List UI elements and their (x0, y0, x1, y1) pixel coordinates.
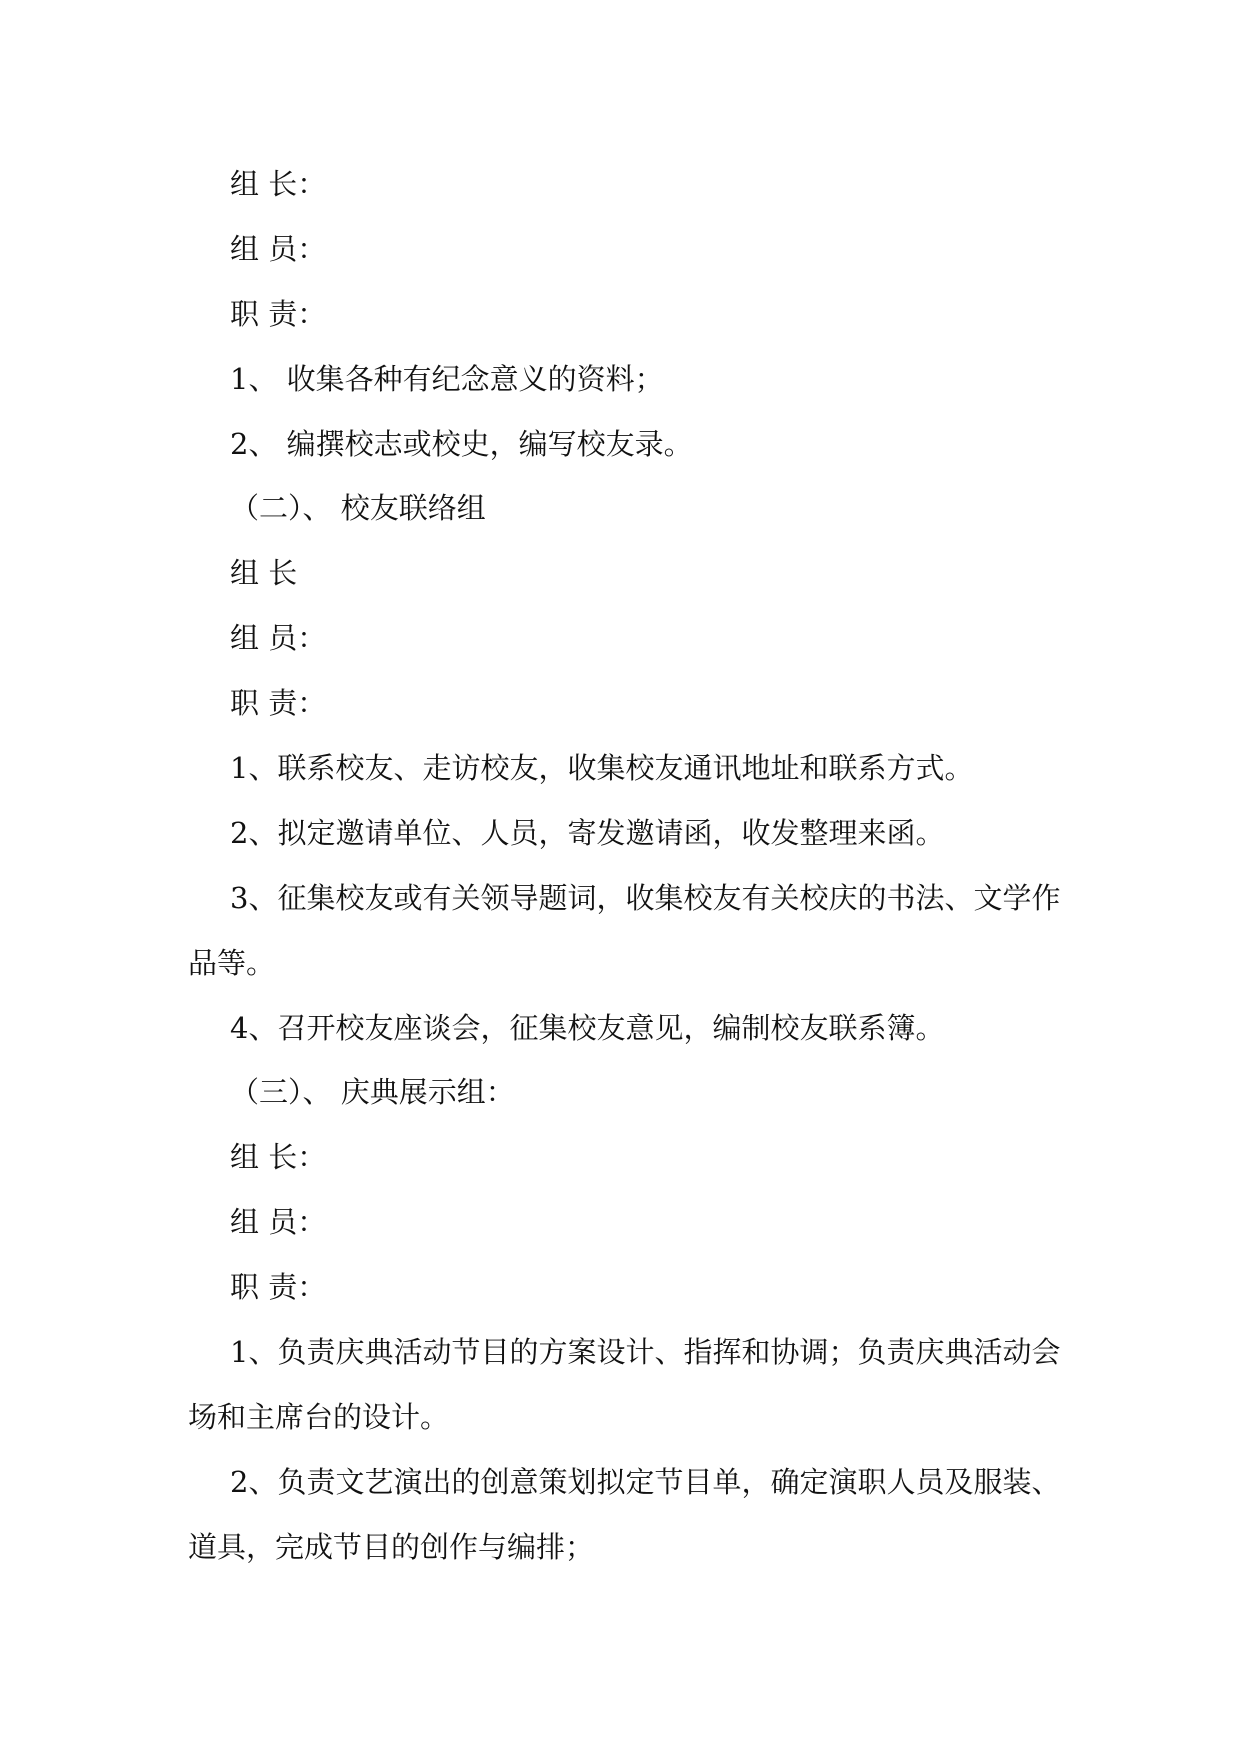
duty-item: 1、负责庆典活动节目的方案设计、指挥和协调；负责庆典活动会 (230, 1335, 1061, 1369)
duty-label: 职 责： (230, 297, 327, 331)
duty-item: 2、 编撰校志或校史，编写校友录。 (230, 427, 693, 461)
duty-label: 职 责： (230, 686, 327, 720)
duty-item-continuation: 品等。 (188, 946, 276, 980)
duty-item: 2、拟定邀请单位、人员，寄发邀请函，收发整理来函。 (230, 816, 945, 850)
duty-item: 3、征集校友或有关领导题词，收集校友有关校庆的书法、文学作 (230, 881, 1061, 915)
duty-item: 4、召开校友座谈会，征集校友意见，编制校友联系簿。 (230, 1011, 945, 1045)
group-leader-label: 组 长 (230, 556, 298, 590)
group-leader-label: 组 长： (230, 1140, 327, 1174)
group-leader-label: 组 长： (230, 167, 327, 201)
duty-item: 2、负责文艺演出的创意策划拟定节目单，确定演职人员及服装、 (230, 1465, 1061, 1499)
section-heading: （三）、 庆典展示组： (230, 1075, 515, 1109)
group-member-label: 组 员： (230, 1205, 327, 1239)
section-heading: （二）、 校友联络组 (230, 491, 486, 525)
duty-item: 1、联系校友、走访校友，收集校友通讯地址和联系方式。 (230, 751, 974, 785)
duty-item-continuation: 场和主席台的设计。 (188, 1400, 450, 1434)
duty-item: 1、 收集各种有纪念意义的资料； (230, 362, 664, 396)
group-member-label: 组 员： (230, 621, 327, 655)
duty-label: 职 责： (230, 1270, 327, 1304)
group-member-label: 组 员： (230, 232, 327, 266)
duty-item-continuation: 道具，完成节目的创作与编排； (188, 1530, 595, 1564)
